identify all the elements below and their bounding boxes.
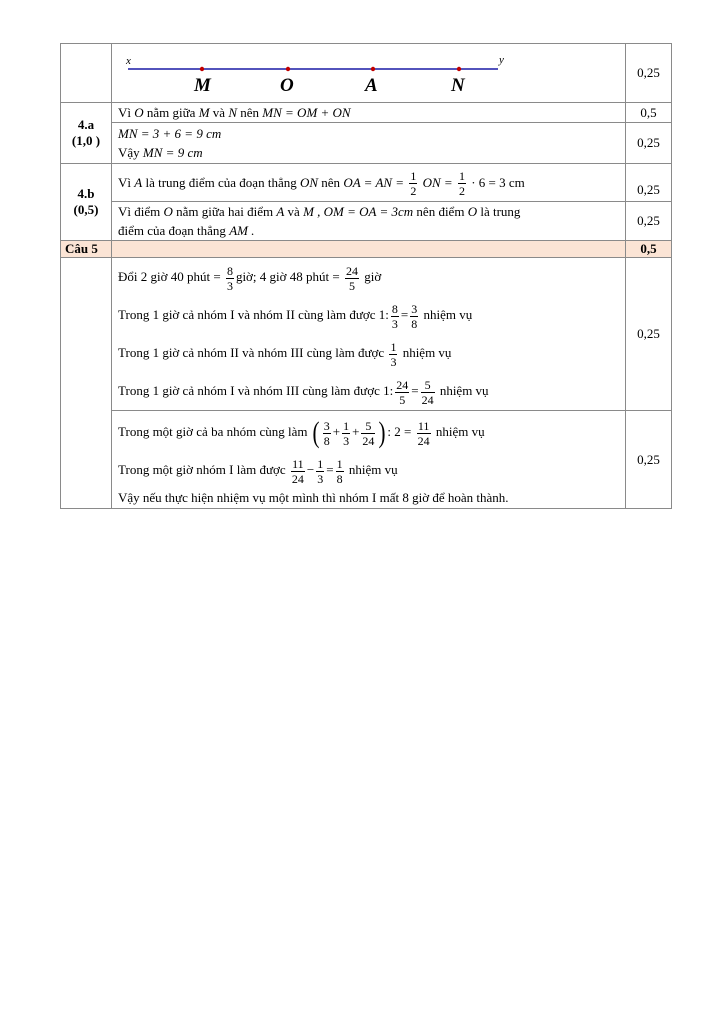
ray-diagram <box>112 44 624 102</box>
point-n-label: N <box>451 75 465 96</box>
score-value: 0,25 <box>637 135 660 150</box>
answer-table <box>60 43 672 509</box>
fraction: $\frac{3}{8}$ <box>411 301 418 331</box>
q4b-label-cell <box>61 164 112 241</box>
score-value: 0,25 <box>637 65 660 80</box>
score-value: 0,25 <box>637 326 660 341</box>
q5-step-1: Đổi 2 giờ 40 phút = $\frac{8}{3}$ giờ; 4 giờ 48 phút = $\frac{24}{5}$ giờ Trong 1 giờ cả nhóm I và nhóm II cùng làm được 1: $\frac{8}{3}$ = $\frac{3}{8}$ nhiệm vụ Trong 1 giờ cả nhóm II và nhóm III cùng làm được $\frac{1}{3}$ nhiệm vụ Trong 1 giờ cả nhóm I và nhóm III cùng làm được 1: $\frac{24}{5}$ = $\frac{5}{24}$ nhiệm vụ <box>112 258 626 411</box>
q4b-label: 4.b <box>77 186 95 201</box>
fraction: $\frac{11}{24}$ <box>291 456 304 486</box>
diagram-row <box>61 44 672 103</box>
q4a-label: 4.a <box>77 117 95 132</box>
q4a-equation: MN = OM + ON <box>262 105 351 120</box>
q4a-row-2 <box>61 123 672 164</box>
score-cell <box>626 123 672 164</box>
score-value: 0,25 <box>637 182 660 197</box>
fraction: $\frac{1}{3}$ <box>390 339 397 369</box>
fraction: $\frac{3}{8}$ <box>323 418 330 448</box>
point-a-label: A <box>365 75 378 96</box>
score-cell <box>626 44 672 103</box>
q4b-points: (0,5) <box>73 202 99 217</box>
left-paren: ( <box>312 416 320 450</box>
point-m-dot <box>200 67 204 71</box>
score-cell <box>626 164 672 202</box>
q4a-label-cell <box>61 103 112 164</box>
fraction: $\frac{8}{3}$ <box>391 301 398 331</box>
q4a-row-1 <box>61 103 672 123</box>
score-value: 0,5 <box>640 104 657 120</box>
q5-row-1 <box>61 258 672 411</box>
q4b-step-1: Vì A là trung điểm của đoạn thẳng ON nên OA = AN = $\frac{1}{2}$ ON = $\frac{1}{2}$ · 6 = 3 cm <box>112 164 626 202</box>
fraction: $\frac{11}{24}$ <box>417 418 430 448</box>
score-cell <box>626 411 672 509</box>
fraction: $\frac{1}{8}$ <box>336 456 343 486</box>
ray-start-label: x <box>126 55 131 67</box>
score-value: 0,25 <box>637 451 660 467</box>
score-cell <box>626 202 672 241</box>
q4a-step-2: MN = 3 + 6 = 9 cm Vậy MN = 9 cm <box>112 123 626 164</box>
fraction: $\frac{1}{2}$ <box>458 169 465 199</box>
fraction: $\frac{8}{3}$ <box>226 263 233 293</box>
point-o-dot <box>286 67 290 71</box>
q4b-row-2 <box>61 202 672 241</box>
q5-header-spacer <box>112 241 626 258</box>
q5-label: Câu 5 <box>61 241 112 258</box>
q4a-calc: MN = 3 + 6 = 9 cm <box>118 126 222 141</box>
q5-row-2 <box>61 411 672 509</box>
score-value: 0,25 <box>637 213 660 228</box>
point-n-dot <box>457 67 461 71</box>
point-o-label: O <box>280 75 294 96</box>
fraction: $\frac{1}{3}$ <box>317 456 324 486</box>
right-paren: ) <box>378 416 386 450</box>
q5-points: 0,5 <box>626 241 672 258</box>
q5-step-2: Trong một giờ cả ba nhóm cùng làm ( $\frac{3}{8}$ + $\frac{1}{3}$ + $\frac{5}{24}$ ) : 2 = $\frac{11}{24}$ nhiệm vụ Trong một giờ nhóm I làm được $\frac{11}{24}$ − $\frac{1}{3}$ = $\frac{1}{8}$ nhiệm vụ Vậy nếu thực hiện nhiệm vụ một mình thì nhóm I mất 8 giờ để hoàn thành. <box>112 411 626 509</box>
fraction: $\frac{1}{3}$ <box>343 418 350 448</box>
q5-section-header <box>61 241 672 258</box>
ray-end-label: y <box>499 54 504 66</box>
q4a-step-1: Vì O nằm giữa M và N nên MN = OM + ON <box>112 103 626 123</box>
q4b-row-1 <box>61 164 672 202</box>
q4b-step-2: Vì điểm O nằm giữa hai điểm A và M , OM = OA = 3cm nên điểm O là trung điểm của đoạn thẳng AM . <box>112 202 626 241</box>
score-cell <box>626 103 672 123</box>
fraction: $\frac{5}{24}$ <box>421 377 434 407</box>
point-m-label: M <box>194 75 211 96</box>
q5-conclusion: Vậy nếu thực hiện nhiệm vụ một mình thì nhóm I mất 8 giờ để hoàn thành. <box>118 490 509 505</box>
score-cell <box>626 258 672 411</box>
fraction: $\frac{24}{5}$ <box>396 377 409 407</box>
fraction: $\frac{24}{5}$ <box>345 263 358 293</box>
q4a-points: (1,0 ) <box>71 133 101 148</box>
empty-label-cell <box>61 44 112 103</box>
q5-label-cell <box>61 258 112 509</box>
fraction: $\frac{1}{2}$ <box>410 169 417 199</box>
diagram-cell <box>112 44 626 103</box>
fraction: $\frac{5}{24}$ <box>362 418 375 448</box>
q4a-conclusion: MN = 9 cm <box>142 145 203 160</box>
point-a-dot <box>371 67 375 71</box>
